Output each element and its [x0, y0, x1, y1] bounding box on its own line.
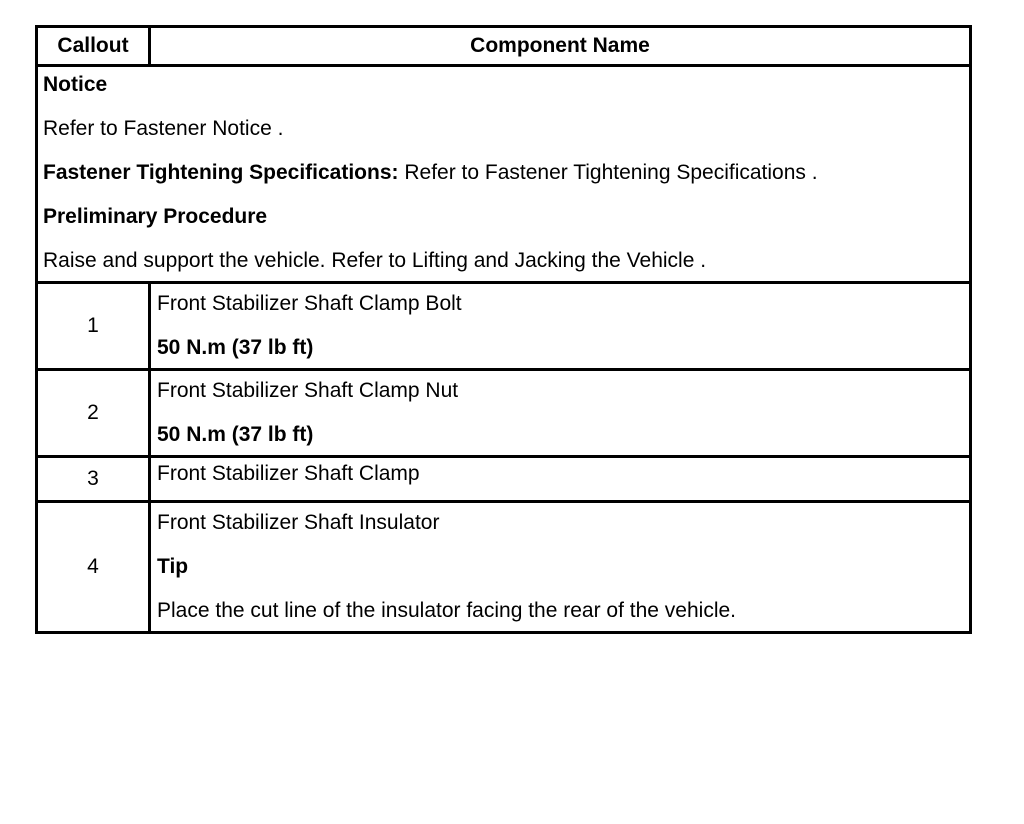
notice-text: Refer to Fastener Notice .	[43, 117, 284, 140]
header-row	[37, 27, 971, 66]
callout-number: 3	[37, 457, 150, 502]
callout-number: 2	[37, 370, 150, 457]
component-name: Front Stabilizer Shaft Clamp Bolt	[157, 292, 462, 315]
table-row	[37, 283, 971, 370]
component-cell	[150, 283, 971, 370]
callout-number: 4	[37, 502, 150, 633]
component-cell	[150, 502, 971, 633]
component-name-header: Component Name	[150, 27, 971, 66]
tightening-spec-line	[43, 161, 969, 185]
table-row	[37, 502, 971, 633]
tip-text: Place the cut line of the insulator facing the rear of the vehicle.	[157, 599, 737, 622]
notice-heading: Notice	[43, 73, 108, 96]
component-cell	[150, 370, 971, 457]
component-name: Front Stabilizer Shaft Clamp	[157, 462, 420, 485]
table-row	[37, 457, 971, 502]
tip-heading: Tip	[157, 555, 189, 578]
component-cell	[150, 457, 971, 502]
notice-cell	[37, 66, 971, 283]
preliminary-text: Raise and support the vehicle. Refer to Lifting and Jacking the Vehicle .	[43, 249, 707, 272]
preliminary-heading: Preliminary Procedure	[43, 205, 268, 228]
component-name: Front Stabilizer Shaft Insulator	[157, 511, 440, 534]
notice-row	[37, 66, 971, 283]
tightening-spec-label: Fastener Tightening Specifications:	[43, 161, 399, 184]
callout-number: 1	[37, 283, 150, 370]
component-table	[35, 25, 972, 634]
torque-spec: 50 N.m (37 lb ft)	[157, 336, 314, 359]
table-row	[37, 370, 971, 457]
tightening-spec-text: Refer to Fastener Tightening Specifications .	[398, 161, 818, 184]
torque-spec: 50 N.m (37 lb ft)	[157, 423, 314, 446]
callout-header: Callout	[37, 27, 150, 66]
component-name: Front Stabilizer Shaft Clamp Nut	[157, 379, 459, 402]
